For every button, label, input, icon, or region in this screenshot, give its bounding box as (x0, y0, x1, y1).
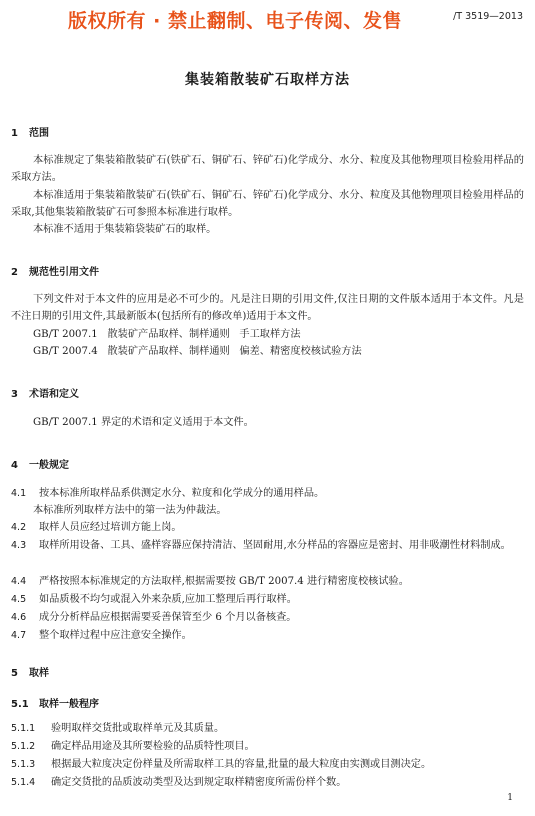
section-3-paragraph-1: GB/T 2007.1 界定的术语和定义适用于本文件。 (33, 417, 254, 428)
clause-5-1-2 (11, 738, 524, 755)
section-2-paragraph-1: 下列文件对于本文件的应用是必不可少的。凡是注日期的引用文件,仅注日期的文件版本适用于本文件。凡是不注日期的引用文件,其最新版本(包括所有的修改单)适用于本文件。 (11, 294, 524, 322)
clause-4-5 (11, 591, 524, 608)
section-2-heading (11, 263, 99, 278)
section-title: 范围 (29, 128, 49, 139)
clause-text: 按本标准所取样品系供测定水分、粒度和化学成分的通用样品。 (39, 488, 325, 499)
clause-4-3 (11, 537, 524, 554)
section-title: 术语和定义 (29, 389, 79, 400)
clause-4-4 (11, 573, 524, 590)
clause-text: 验明取样交货批或取样单元及其质量。 (51, 723, 225, 734)
clause-text: 根据最大粒度决定份样量及所需取样工具的容量,批量的最大粒度由实测或目测决定。 (51, 759, 432, 770)
subsection-5-1-heading (11, 695, 99, 710)
section-3-heading (11, 385, 79, 400)
clause-number: 4.2 (11, 522, 27, 533)
clause-number: 4.3 (11, 540, 27, 551)
subsection-title: 取样一般程序 (39, 699, 99, 710)
section-number: 3 (11, 389, 18, 400)
section-1-paragraph-1: 本标准规定了集装箱散装矿石(铁矿石、铜矿石、锌矿石)化学成分、水分、粒度及其他物理项目检验用样品的采取方法。 (11, 155, 524, 183)
clause-text: 成分分析样品应根据需要妥善保管至少 6 个月以备核查。 (39, 612, 297, 623)
clause-number: 5.1.2 (11, 741, 36, 752)
section-1-heading (11, 124, 49, 139)
clause-4-1 (11, 485, 524, 502)
page-number: 1 (507, 793, 513, 803)
clause-text: 取样所用设备、工具、盛样容器应保持清洁、坚固耐用,水分样品的容器应是密封、用非吸潮性材料制成。 (39, 540, 511, 551)
clause-number: 5.1.3 (11, 759, 36, 770)
clause-5-1-4 (11, 774, 524, 791)
section-number: 2 (11, 267, 18, 278)
clause-text: 严格按照本标准规定的方法取样,根据需要按 GB/T 2007.4 进行精密度校核试验。 (39, 576, 409, 587)
document-title: 集装箱散装矿石取样方法 (185, 72, 350, 88)
section-title: 取样 (29, 668, 49, 679)
clause-4-2 (11, 519, 524, 536)
section-1-paragraph-2: 本标准适用于集装箱散装矿石(铁矿石、铜矿石、锌矿石)化学成分、水分、粒度及其他物理项目检验用样品的采取,其他集装箱散装矿石可参照本标准进行取样。 (11, 190, 524, 218)
section-4-heading (11, 456, 69, 471)
section-number: 1 (11, 128, 18, 139)
clause-4-7 (11, 627, 524, 644)
clause-5-1-3 (11, 756, 524, 773)
clause-number: 4.6 (11, 612, 27, 623)
clause-number: 4.1 (11, 488, 27, 499)
clause-text: 确定交货批的品质波动类型及达到规定取样精密度所需份样个数。 (51, 777, 347, 788)
section-title: 一般规定 (29, 460, 69, 471)
clause-number: 4.5 (11, 594, 27, 605)
section-1-paragraph-3: 本标准不适用于集装箱袋装矿石的取样。 (33, 224, 217, 235)
clause-text: 确定样品用途及其所要检验的品质特性项目。 (51, 741, 255, 752)
subsection-number: 5.1 (11, 699, 29, 710)
clause-text: 取样人员应经过培训方能上岗。 (39, 522, 182, 533)
standard-code: /T 3519—2013 (453, 11, 523, 22)
normative-reference-2: GB/T 2007.4 散装矿产品取样、制样通则 偏差、精密度校核试验方法 (33, 346, 362, 357)
clause-number: 4.7 (11, 630, 27, 641)
clause-number: 5.1.1 (11, 723, 36, 734)
clause-text: 整个取样过程中应注意安全操作。 (39, 630, 192, 641)
section-number: 5 (11, 668, 18, 679)
section-title: 规范性引用文件 (29, 267, 99, 278)
clause-5-1-1 (11, 720, 524, 737)
clause-number: 5.1.4 (11, 777, 36, 788)
section-number: 4 (11, 460, 18, 471)
clause-number: 4.4 (11, 576, 27, 587)
clause-text: 如品质极不均匀或混入外来杂质,应加工整理后再行取样。 (39, 594, 297, 605)
clause-4-6 (11, 609, 524, 626)
normative-reference-1: GB/T 2007.1 散装矿产品取样、制样通则 手工取样方法 (33, 329, 301, 340)
copyright-watermark: 版权所有 · 禁止翻制、电子传阅、发售 (68, 10, 402, 32)
clause-4-1-note: 本标准所列取样方法中的第一法为仲裁法。 (33, 505, 227, 516)
section-5-heading (11, 664, 49, 679)
